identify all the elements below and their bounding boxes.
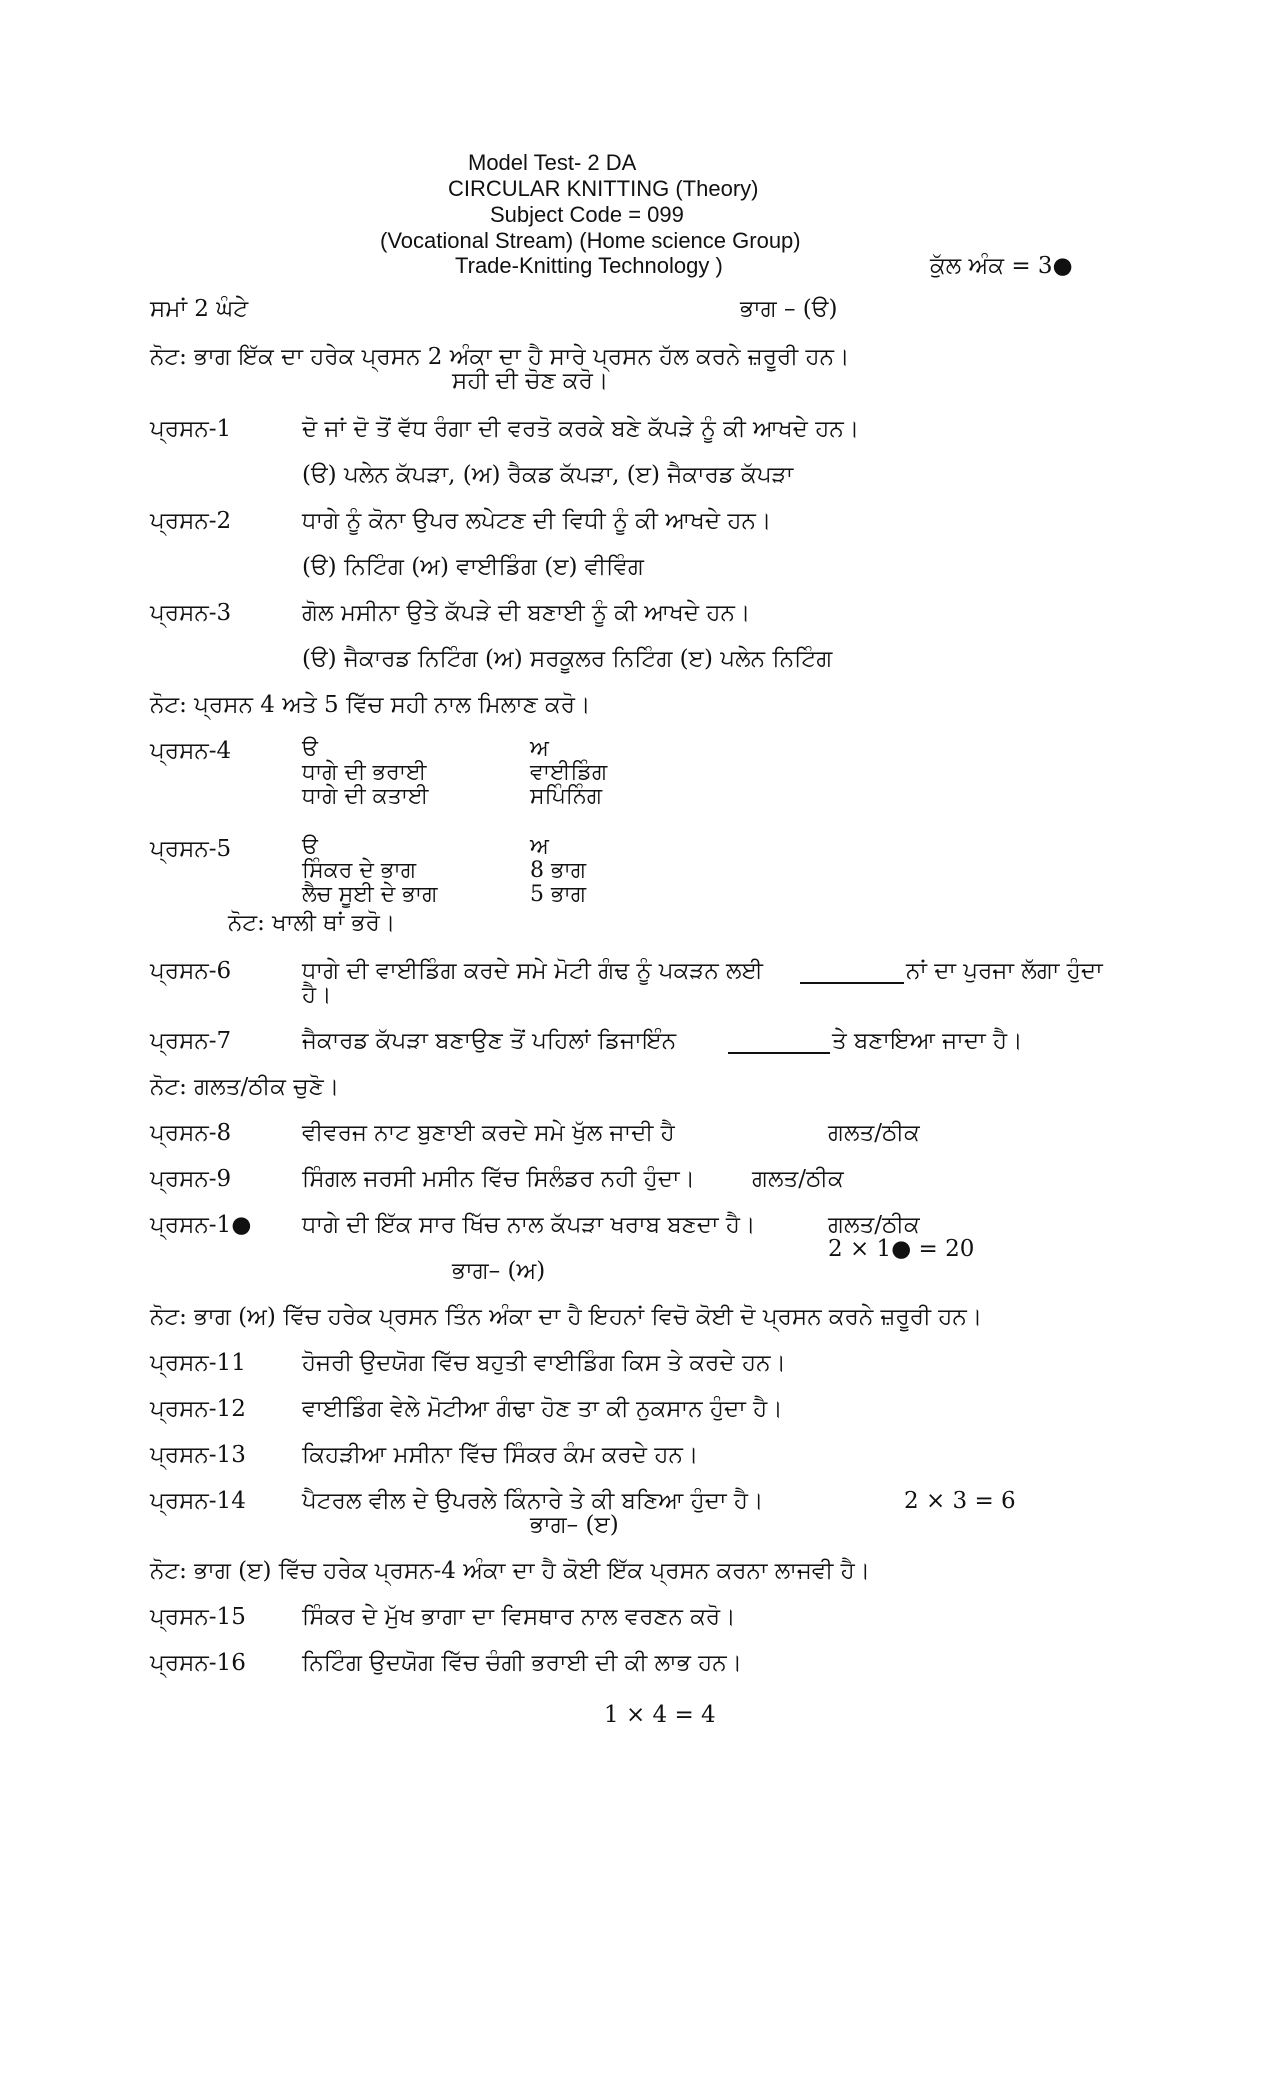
match-item: ਸਪਿੰਨਿੰਗ (530, 784, 603, 809)
exam-time: ਸਮਾਂ 2 ਘੰਟੇ (150, 296, 249, 322)
blank-line (800, 982, 904, 984)
match-column-a-head: ੳ (302, 834, 318, 859)
question-label: ਪ੍ਰਸਨ-12 (150, 1396, 246, 1422)
trade-name: Trade-Knitting Technology ) (455, 253, 723, 278)
question-label: ਪ੍ਰਸਨ-1● (150, 1212, 252, 1238)
question-text: ਨਿਟਿੰਗ ਉਦਯੋਗ ਵਿੱਚ ਚੰਗੀ ਭਰਾਈ ਦੀ ਕੀ ਲਾਭ ਹਨ। (302, 1650, 743, 1676)
total-marks: ਕੁੱਲ ਅੰਕ = 3● (930, 253, 1073, 279)
exam-title: Model Test- 2 DA (468, 150, 637, 175)
section-marks: 2 × 3 = 6 (904, 1488, 1016, 1514)
question-text: ਸਿੰਗਲ ਜਰਸੀ ਮਸੀਨ ਵਿੱਚ ਸਿਲੰਡਰ ਨਹੀ ਹੁੰਦਾ। (302, 1166, 696, 1192)
question-text: ਨਾਂ ਦਾ ਪੁਰਜਾ ਲੱਗਾ ਹੁੰਦਾ (906, 958, 1103, 984)
question-text: ਗੋਲ ਮਸੀਨਾ ਉਤੇ ਕੱਪੜੇ ਦੀ ਬਣਾਈ ਨੂੰ ਕੀ ਆਖਦੇ ਹਨ। (302, 600, 751, 626)
match-item: ਧਾਗੇ ਦੀ ਭਰਾਈ (302, 760, 427, 785)
truefalse-option: ਗਲਤ/ਠੀਕ (828, 1120, 920, 1146)
question-options: (ੳ) ਨਿਟਿੰਗ (ਅ) ਵਾਈਡਿੰਗ (ੲ) ਵੀਵਿੰਗ (302, 554, 644, 580)
section-marks: 2 × 1● = 20 (828, 1236, 975, 1262)
match-item: ਵਾਈਡਿੰਗ (530, 760, 608, 785)
fill-note: ਨੋਟ: ਖਾਲੀ ਥਾਂ ਭਰੋ। (228, 910, 396, 936)
section1-note-choose: ਸਹੀ ਦੀ ਚੋਣ ਕਰੋ। (452, 368, 609, 394)
section-c-heading: ਭਾਗ– (ੲ) (530, 1512, 619, 1538)
question-text: ਦੋ ਜਾਂ ਦੋ ਤੋਂ ਵੱਧ ਰੰਗਾ ਦੀ ਵਰਤੋ ਕਰਕੇ ਬਣੇ ਕੱਪੜੇ ਨੂੰ ਕੀ ਆਖਦੇ ਹਨ। (302, 416, 860, 442)
match-column-a-head: ੳ (302, 736, 318, 761)
question-options: (ੳ) ਪਲੇਨ ਕੱਪੜਾ, (ਅ) ਰੈਕਡ ਕੱਪੜਾ, (ੲ) ਜੈਕਾਰਡ ਕੱਪੜਾ (302, 462, 794, 488)
question-text: ਵਾਈਡਿੰਗ ਵੇਲੇ ਮੋਟੀਆ ਗੰਢਾ ਹੋਣ ਤਾ ਕੀ ਨੁਕਸਾਨ ਹੁੰਦਾ ਹੈ। (302, 1396, 783, 1422)
question-text: ਧਾਗੇ ਦੀ ਵਾਈਡਿੰਗ ਕਰਦੇ ਸਮੇ ਮੋਟੀ ਗੰਢ ਨੂੰ ਪਕੜਨ ਲਈ (302, 958, 763, 984)
question-label: ਪ੍ਰਸਨ-7 (150, 1028, 232, 1054)
section-marks: 1 × 4 = 4 (604, 1702, 716, 1728)
question-label: ਪ੍ਰਸਨ-16 (150, 1650, 246, 1676)
question-text: ਧਾਗੇ ਦੀ ਇੱਕ ਸਾਰ ਖਿੱਚ ਨਾਲ ਕੱਪੜਾ ਖਰਾਬ ਬਣਦਾ ਹੈ। (302, 1212, 756, 1238)
question-label: ਪ੍ਰਸਨ-14 (150, 1488, 246, 1514)
section1-note: ਨੋਟ: ਭਾਗ ਇੱਕ ਦਾ ਹਰੇਕ ਪ੍ਰਸਨ 2 ਅੰਕਾ ਦਾ ਹੈ ਸਾਰੇ ਪ੍ਰਸਨ ਹੱਲ ਕਰਨੇ ਜ਼ਰੂਰੀ ਹਨ। (150, 344, 850, 370)
question-text: ਵੀਵਰਜ ਨਾਟ ਬੁਣਾਈ ਕਰਦੇ ਸਮੇ ਖੁੱਲ ਜਾਦੀ ਹੈ (302, 1120, 675, 1146)
question-label: ਪ੍ਰਸਨ-5 (150, 836, 232, 862)
blank-line (728, 1052, 830, 1054)
question-label: ਪ੍ਰਸਨ-15 (150, 1604, 246, 1630)
subject-title: CIRCULAR KNITTING (Theory) (448, 176, 759, 201)
question-label: ਪ੍ਰਸਨ-13 (150, 1442, 246, 1468)
truefalse-option: ਗਲਤ/ਠੀਕ (752, 1166, 844, 1192)
question-label: ਪ੍ਰਸਨ-11 (150, 1350, 246, 1376)
match-item: ਧਾਗੇ ਦੀ ਕਤਾਈ (302, 784, 429, 809)
truefalse-note: ਨੋਟ: ਗਲਤ/ਠੀਕ ਚੁਣੋ। (150, 1074, 340, 1100)
question-text: ਤੇ ਬਣਾਇਆ ਜਾਦਾ ਹੈ। (832, 1028, 1023, 1054)
question-text: ਪੈਟਰਲ ਵੀਲ ਦੇ ਉਪਰਲੇ ਕਿੰਨਾਰੇ ਤੇ ਕੀ ਬਣਿਆ ਹੁੰਦਾ ਹੈ। (302, 1488, 764, 1514)
match-note: ਨੋਟ: ਪ੍ਰਸਨ 4 ਅਤੇ 5 ਵਿੱਚ ਸਹੀ ਨਾਲ ਮਿਲਾਣ ਕਰੋ। (150, 692, 591, 718)
question-label: ਪ੍ਰਸਨ-9 (150, 1166, 232, 1192)
question-label: ਪ੍ਰਸਨ-6 (150, 958, 232, 984)
match-item: ਸਿੰਕਰ ਦੇ ਭਾਗ (302, 858, 417, 883)
question-text: ਸਿੰਕਰ ਦੇ ਮੁੱਖ ਭਾਗਾ ਦਾ ਵਿਸਥਾਰ ਨਾਲ ਵਰਣਨ ਕਰੋ। (302, 1604, 736, 1630)
section3-note: ਨੋਟ: ਭਾਗ (ੲ) ਵਿੱਚ ਹਰੇਕ ਪ੍ਰਸਨ-4 ਅੰਕਾ ਦਾ ਹੈ ਕੋਈ ਇੱਕ ਪ੍ਰਸਨ ਕਰਨਾ ਲਾਜਵੀ ਹੈ। (150, 1558, 871, 1584)
question-text: ਹੈ। (302, 982, 332, 1008)
question-label: ਪ੍ਰਸਨ-1 (150, 416, 232, 442)
question-text: ਕਿਹੜੀਆ ਮਸੀਨਾ ਵਿੱਚ ਸਿੰਕਰ ਕੰਮ ਕਰਦੇ ਹਨ। (302, 1442, 699, 1468)
section-a-heading: ਭਾਗ – (ੳ) (740, 296, 838, 322)
question-options: (ੳ) ਜੈਕਾਰਡ ਨਿਟਿੰਗ (ਅ) ਸਰਕੂਲਰ ਨਿਟਿੰਗ (ੲ) ਪਲੇਨ ਨਿਟਿੰਗ (302, 646, 833, 672)
match-item: ਲੈਚ ਸੂਈ ਦੇ ਭਾਗ (302, 882, 438, 907)
match-item: 8 ਭਾਗ (530, 858, 587, 883)
question-text: ਜੈਕਾਰਡ ਕੱਪੜਾ ਬਣਾਉਣ ਤੋਂ ਪਹਿਲਾਂ ਡਿਜਾਇੰਨ (302, 1028, 677, 1054)
subject-code: Subject Code = 099 (490, 202, 684, 227)
truefalse-option: ਗਲਤ/ਠੀਕ (828, 1212, 920, 1238)
stream-group: (Vocational Stream) (Home science Group) (380, 228, 801, 253)
match-column-b-head: ਅ (530, 736, 549, 761)
question-text: ਹੋਜਰੀ ਉਦਯੋਗ ਵਿੱਚ ਬਹੁਤੀ ਵਾਈਡਿੰਗ ਕਿਸ ਤੇ ਕਰਦੇ ਹਨ। (302, 1350, 786, 1376)
question-label: ਪ੍ਰਸਨ-4 (150, 738, 232, 764)
match-item: 5 ਭਾਗ (530, 882, 587, 907)
question-label: ਪ੍ਰਸਨ-3 (150, 600, 232, 626)
section-b-heading: ਭਾਗ– (ਅ) (452, 1258, 546, 1284)
section2-note: ਨੋਟ: ਭਾਗ (ਅ) ਵਿੱਚ ਹਰੇਕ ਪ੍ਰਸਨ ਤਿੰਨ ਅੰਕਾ ਦਾ ਹੈ ਇਹਨਾਂ ਵਿਚੋ ਕੋਈ ਦੋ ਪ੍ਰਸਨ ਕਰਨੇ ਜ਼ਰੂਰੀ ਹਨ। (150, 1304, 983, 1330)
question-label: ਪ੍ਰਸਨ-8 (150, 1120, 232, 1146)
question-label: ਪ੍ਰਸਨ-2 (150, 508, 232, 534)
match-column-b-head: ਅ (530, 834, 549, 859)
question-text: ਧਾਗੇ ਨੂੰ ਕੋਨਾ ਉਪਰ ਲਪੇਟਣ ਦੀ ਵਿਧੀ ਨੂੰ ਕੀ ਆਖਦੇ ਹਨ। (302, 508, 772, 534)
